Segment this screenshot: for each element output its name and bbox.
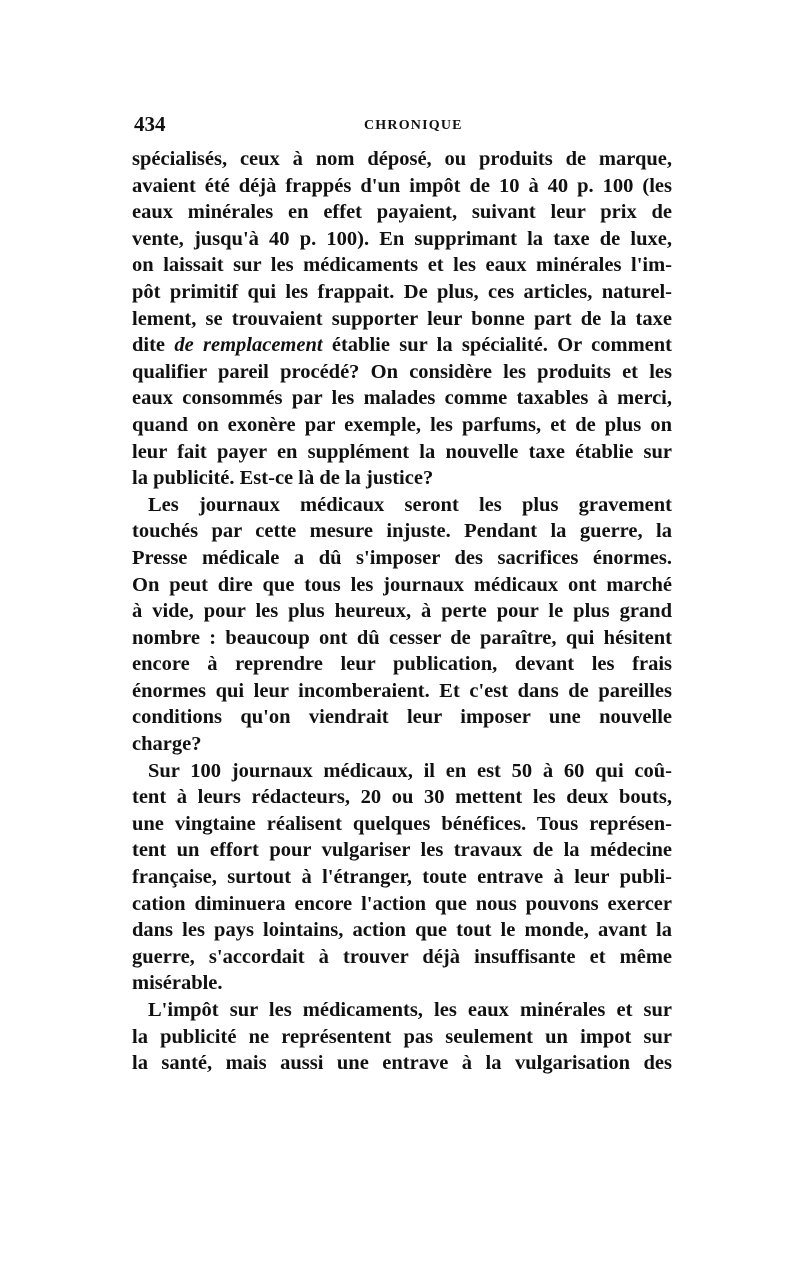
text-line: Presse médicale a dû s'imposer des sacrifices énormes. — [132, 546, 672, 569]
text-line: nombre : beaucoup ont dû cesser de paraître, qui hésitent — [132, 626, 672, 649]
text-line: tent à leurs rédacteurs, 20 ou 30 mettent les deux bouts, — [132, 786, 672, 809]
text-line: misérable. — [132, 972, 223, 995]
italic-phrase: de remplacement — [174, 334, 323, 357]
text-line: On peut dire que tous les journaux médicaux ont marché — [132, 573, 672, 596]
text-line: charge? — [132, 733, 202, 756]
text-line: tent un effort pour vulgariser les travaux de la médecine — [132, 839, 672, 862]
text-line: guerre, s'accordait à trouver déjà insuffisante et même — [132, 945, 672, 968]
text-line: spécialisés, ceux à nom déposé, ou produits de marque, — [132, 148, 672, 170]
text-line: cation diminuera encore l'action que nous pouvons exercer — [132, 892, 672, 915]
text-line: française, surtout à l'étranger, toute entrave à leur publi- — [132, 866, 672, 889]
text-line: dans les pays lointains, action que tout le monde, avant la — [132, 919, 672, 942]
text-line: à vide, pour les plus heureux, à perte pour le plus grand — [132, 600, 672, 623]
text-line: vente, jusqu'à 40 p. 100). En supprimant la taxe de luxe, — [132, 227, 672, 250]
text-line: lement, se trouvaient supporter leur bonne part de la taxe — [132, 307, 672, 330]
body-text — [132, 146, 672, 1077]
text-line: eaux minérales en effet payaient, suivant leur prix de — [132, 201, 672, 224]
text-line: la santé, mais aussi une entrave à la vulgarisation des — [132, 1052, 672, 1075]
text-line: pôt primitif qui les frappait. De plus, ces articles, naturel- — [132, 280, 672, 303]
text-line: quand on exonère par exemple, les parfums, et de plus on — [132, 413, 672, 436]
text-line: la publicité ne représentent pas seulement un impot sur — [132, 1025, 672, 1048]
text-line: Sur 100 journaux médicaux, il en est 50 à 60 qui coû- — [148, 759, 672, 782]
text-line: la publicité. Est-ce là de la justice? — [132, 467, 434, 490]
page-number: 434 — [134, 112, 166, 136]
text-line: encore à reprendre leur publication, devant les frais — [132, 653, 672, 676]
text-line: conditions qu'on viendrait leur imposer une nouvelle — [132, 706, 672, 729]
text-line: une vingtaine réalisent quelques bénéfices. Tous représen- — [132, 812, 672, 835]
text-line: dite de remplacement établie sur la spécialité. Or comment — [132, 334, 672, 357]
text-line: qualifier pareil procédé? On considère les produits et les — [132, 360, 672, 383]
text-line: avaient été déjà frappés d'un impôt de 10 à 40 p. 100 (les — [132, 174, 672, 197]
text-line: on laissait sur les médicaments et les eaux minérales l'im- — [132, 254, 672, 277]
text-line: énormes qui leur incomberaient. Et c'est dans de pareilles — [132, 679, 672, 702]
text-line: L'impôt sur les médicaments, les eaux minérales et sur — [148, 999, 672, 1021]
text-line: leur fait payer en supplément la nouvelle taxe établie sur — [132, 440, 672, 463]
text-line: eaux consommés par les malades comme taxables à merci, — [132, 387, 672, 410]
text-line: Les journaux médicaux seront les plus gravement — [148, 493, 672, 516]
running-head: CHRONIQUE — [364, 118, 463, 133]
text-line: touchés par cette mesure injuste. Pendant la guerre, la — [132, 520, 672, 543]
page-header — [132, 112, 672, 146]
